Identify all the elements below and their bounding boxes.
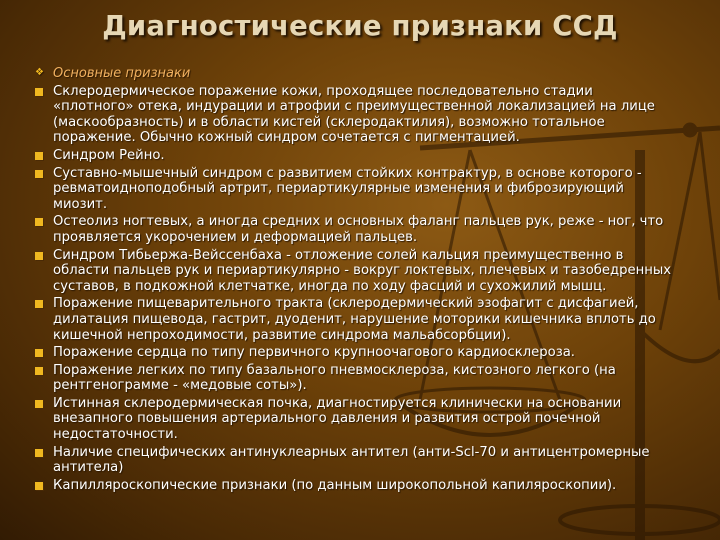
list-item-text: Поражение сердца по типу первичного крупноочагового кардиосклероза. — [53, 345, 575, 361]
list-item — [35, 296, 675, 343]
list-item — [35, 166, 675, 213]
square-bullet-icon — [35, 88, 43, 96]
list-item-subtitle — [35, 66, 675, 82]
square-bullet-icon — [35, 482, 43, 490]
square-bullet-icon — [35, 400, 43, 408]
list-item-text: Истинная склеродермическая почка, диагностируется клинически на основании внезапного повышения артериального давления и развития острой почечной недостаточности. — [53, 395, 622, 443]
square-bullet-icon — [35, 152, 43, 160]
list-item — [35, 396, 675, 443]
list-item — [35, 478, 675, 494]
list-item-text: Синдром Тибьержа-Вейссенбаха - отложение солей кальция преимущественно в области пальцев рук и периартикулярно - вокруг локтевых, плечевых и тазобедренных суставов, в подкожной клетчатке, иногда по ходу фасций и сухожилий мышц. — [53, 247, 672, 294]
list-item-text: Капилляроскопические признаки (по данным широкопольной капиляроскопии). — [53, 477, 617, 493]
content-list — [35, 66, 675, 495]
list-item — [35, 445, 675, 476]
list-item-text: Остеолиз ногтевых, а иногда средних и основных фаланг пальцев рук, реже - ног, что проявляется укорочением и деформацией пальцев. — [53, 214, 664, 245]
list-item-text: Суставно-мышечный синдром с развитием стойких контрактур, в основе которого - ревматоидноподобный артрит, периартикулярные изменения и фиброзирующий миозит. — [53, 165, 642, 212]
list-item-text: Поражение легких по типу базального пневмосклероза, кистозного легкого (на рентгенограмме - «медовые соты»). — [53, 362, 616, 394]
square-bullet-icon — [35, 218, 43, 226]
square-bullet-icon — [35, 170, 43, 178]
square-bullet-icon — [35, 367, 43, 375]
list-item — [35, 345, 675, 361]
slide-title: Диагностические признаки ССД — [102, 10, 618, 42]
square-bullet-icon — [35, 349, 43, 357]
square-bullet-icon — [35, 449, 43, 457]
list-item-text: Наличие специфических антинуклеарных антител (анти-Scl-70 и антицентромерные антитела) — [53, 444, 650, 476]
list-item — [35, 148, 675, 164]
list-item-text: Синдром Рейно. — [53, 147, 165, 163]
square-bullet-icon — [35, 252, 43, 260]
list-item — [35, 214, 675, 245]
subtitle-text: Основные признаки — [53, 66, 191, 81]
list-item — [35, 363, 675, 394]
list-item-text: Поражение пищеварительного тракта (склеродермический эзофагит с дисфагией, дилатация пищевода, гастрит, дуоденит, нарушение моторики кишечника вплоть до кишечной непроходимости, развитие синдрома мальабсорбции). — [53, 296, 656, 343]
list-item — [35, 248, 675, 295]
list-item — [35, 84, 675, 146]
square-bullet-icon — [35, 300, 43, 308]
diamond-bullet-icon: ❖ — [35, 67, 44, 78]
list-item-text: Склеродермическое поражение кожи, проходящее последовательно стадии «плотного» отека, индурации и атрофии с преимущественной локализацией на лице (маскообразность) и в области кистей (склеродактилия), возможно тотальное поражение. Обычно кожный синдром сочетается с пигментацией. — [53, 83, 655, 146]
